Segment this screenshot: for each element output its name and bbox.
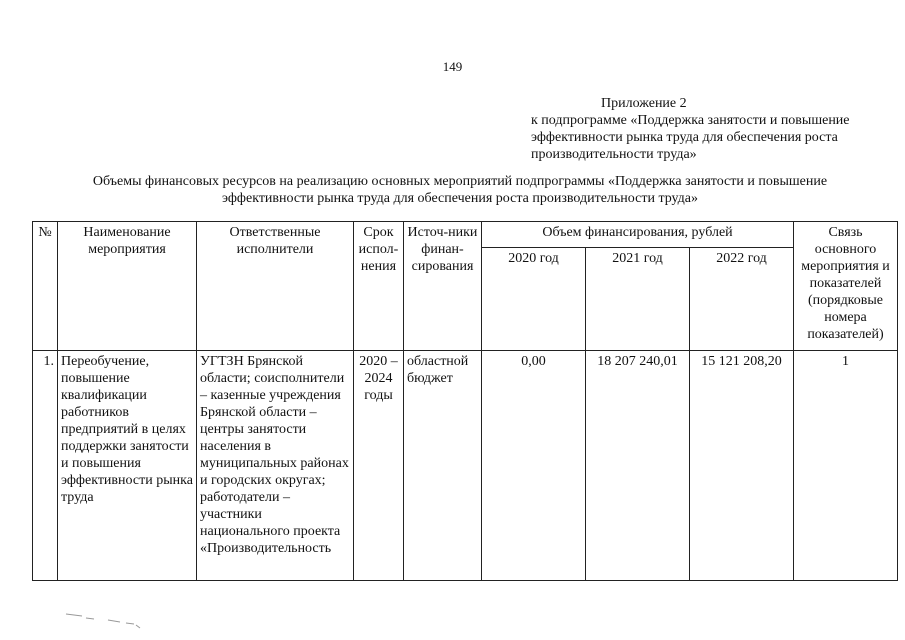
page-number: 149 [442, 59, 463, 74]
document-title [20, 173, 900, 207]
document-title-line: эффективности рынка труда для обеспечения роста производительности труда» [222, 191, 698, 206]
appendix-line: эффективности рынка труда для обеспечения роста [531, 130, 838, 145]
cell-number: 1. [33, 351, 58, 581]
header-source: Источ-ники финан-сирования [404, 222, 482, 351]
appendix-title: Приложение 2 [601, 96, 687, 111]
cell-value-2020: 0,00 [482, 351, 586, 581]
header-name: Наименование мероприятия [58, 222, 197, 351]
appendix-line: к подпрограмме «Поддержка занятости и повышение [531, 113, 850, 128]
cell-value-2022: 15 121 208,20 [690, 351, 794, 581]
header-number: № [33, 222, 58, 351]
appendix-line: производительности труда» [531, 147, 697, 162]
table-row [33, 351, 898, 581]
cell-source: областной бюджет [404, 351, 482, 581]
header-year-2020: 2020 год [482, 248, 586, 351]
cell-executors: УГТЗН Брянской области; соисполнители – казенные учреждения Брянской области – центры занятости населения в муниципальных районах и городских округах; работодатели – участники национального проекта «Производительность [197, 351, 354, 581]
header-term: Срок испол-нения [354, 222, 404, 351]
cell-name: Переобучение, повышение квалификации работников предприятий в целях поддержки занятости и повышения эффективности рынка труда [58, 351, 197, 581]
cell-term: 2020 – 2024 годы [354, 351, 404, 581]
header-year-2021: 2021 год [586, 248, 690, 351]
scan-artifact [64, 610, 154, 630]
header-indicator-link: Связь основного мероприятия и показателей (порядковые номера показателей) [794, 222, 898, 351]
financing-table [32, 221, 898, 581]
document-title-line: Объемы финансовых ресурсов на реализацию основных мероприятий подпрограммы «Поддержка занятости и повышение [92, 174, 828, 189]
cell-value-2021: 18 207 240,01 [586, 351, 690, 581]
header-volume: Объем финансирования, рублей [482, 222, 794, 248]
header-executors: Ответственные исполнители [197, 222, 354, 351]
appendix-header [531, 95, 850, 163]
table-header-row [33, 222, 898, 248]
header-year-2022: 2022 год [690, 248, 794, 351]
cell-indicator-link: 1 [794, 351, 898, 581]
